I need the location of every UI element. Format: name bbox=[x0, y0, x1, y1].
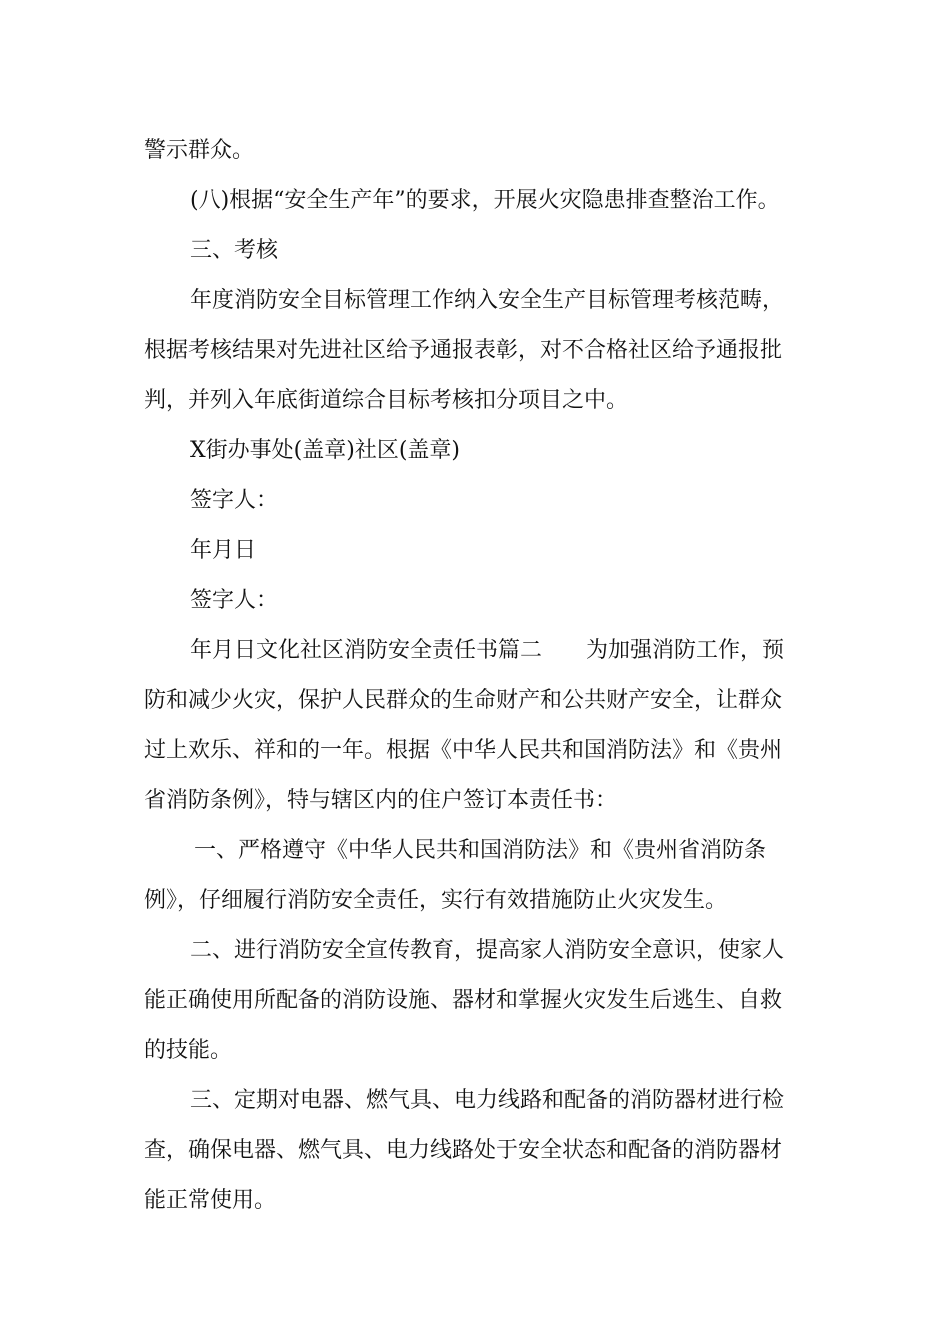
signatory-label: 签字人： bbox=[190, 588, 279, 613]
text-line: 三、定期对电器、燃气具、电力线路和配备的消防器材进行检 bbox=[190, 1088, 785, 1113]
text-line: 例》，仔细履行消防安全责任，实行有效措施防止火灾发生。 bbox=[144, 888, 728, 913]
text-line: 年度消防安全目标管理工作纳入安全生产目标管理考核范畴， bbox=[190, 288, 785, 313]
text-line: 警示群众。 bbox=[144, 138, 255, 163]
text-line: 能正确使用所配备的消防设施、器材和掌握火灾发生后逃生、自救 bbox=[144, 988, 783, 1013]
signatory-label: 签字人： bbox=[190, 488, 279, 513]
text-line: 二、进行消防安全宣传教育，提高家人消防安全意识，使家人 bbox=[190, 938, 785, 963]
text-line: 查，确保电器、燃气具、电力线路处于安全状态和配备的消防器材 bbox=[144, 1138, 783, 1163]
text-line: 判，并列入年底街道综合目标考核扣分项目之中。 bbox=[144, 388, 629, 413]
text-line: (八)根据“安全生产年”的要求，开展火灾隐患排查整治工作。 bbox=[190, 188, 780, 213]
text-line: 的技能。 bbox=[144, 1038, 233, 1063]
text-line: 过上欢乐、祥和的一年。根据《中华人民共和国消防法》和《贵州 bbox=[144, 738, 783, 763]
text-line: 防和减少火灾，保护人民群众的生命财产和公共财产安全，让群众 bbox=[144, 688, 783, 713]
section-heading: 三、考核 bbox=[190, 238, 279, 263]
text-line: 一、严格遵守《中华人民共和国消防法》和《贵州省消防条 bbox=[194, 838, 767, 863]
text-line: 能正常使用。 bbox=[144, 1188, 277, 1213]
signature-org-line: X街办事处(盖章)社区(盖章) bbox=[190, 438, 460, 463]
date-label: 年月日 bbox=[190, 538, 257, 563]
text-line: 年月日文化社区消防安全责任书篇二 为加强消防工作，预 bbox=[190, 638, 785, 663]
text-line: 省消防条例》，特与辖区内的住户签订本责任书： bbox=[144, 788, 618, 813]
text-line: 根据考核结果对先进社区给予通报表彰，对不合格社区给予通报批 bbox=[144, 338, 783, 363]
